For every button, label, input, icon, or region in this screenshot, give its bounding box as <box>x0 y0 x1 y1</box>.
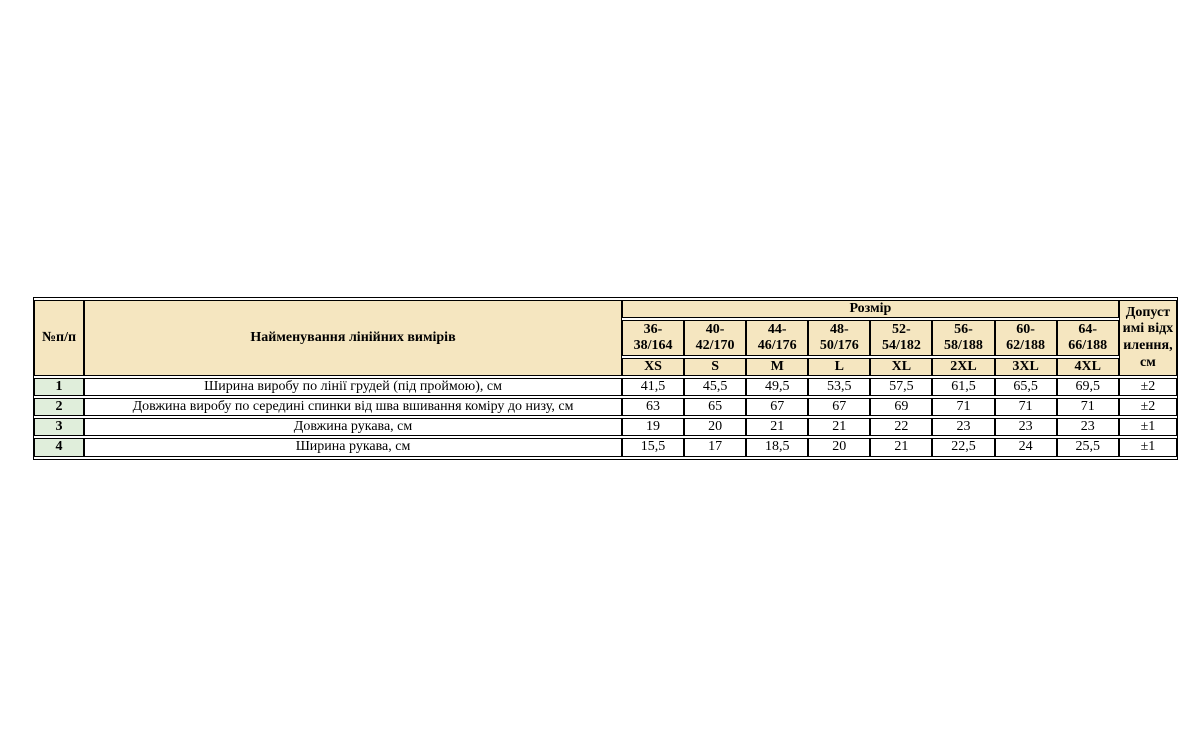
header-cell-size-range: 48-50/176 <box>808 320 870 356</box>
size-value-cell: 69 <box>870 398 932 416</box>
size-value-cell: 23 <box>1057 418 1119 436</box>
size-value-cell: 69,5 <box>1057 378 1119 396</box>
size-value-cell: 57,5 <box>870 378 932 396</box>
header-cell-size-letter: L <box>808 358 870 376</box>
header-cell-size-letter: S <box>684 358 746 376</box>
header-cell-size-range: 52-54/182 <box>870 320 932 356</box>
header-cell-size-letter: 3XL <box>995 358 1057 376</box>
size-value-cell: 67 <box>746 398 808 416</box>
size-value-cell: 22,5 <box>932 438 994 456</box>
header-cell-size-letter: XL <box>870 358 932 376</box>
table-row <box>34 398 1177 416</box>
header-cell-num: №п/п <box>34 300 84 376</box>
size-value-cell: 45,5 <box>684 378 746 396</box>
size-value-cell: 61,5 <box>932 378 994 396</box>
size-value-cell: 23 <box>932 418 994 436</box>
size-value-cell: 15,5 <box>622 438 684 456</box>
size-value-cell: 41,5 <box>622 378 684 396</box>
measurement-label-cell: Довжина виробу по середині спинки від шва вшивання коміру до низу, см <box>84 398 622 416</box>
header-cell-size-range: 36-38/164 <box>622 320 684 356</box>
size-value-cell: 21 <box>870 438 932 456</box>
table-row <box>34 418 1177 436</box>
row-number-cell: 3 <box>34 418 84 436</box>
header-cell-measurement-name: Найменування лінійних вимірів <box>84 300 622 376</box>
size-value-cell: 20 <box>684 418 746 436</box>
header-cell-size-range: 40-42/170 <box>684 320 746 356</box>
tolerance-value-cell: ±2 <box>1119 378 1177 396</box>
size-value-cell: 67 <box>808 398 870 416</box>
header-cell-size-letter: M <box>746 358 808 376</box>
row-number-cell: 2 <box>34 398 84 416</box>
size-value-cell: 71 <box>995 398 1057 416</box>
header-cell-size-group: Розмір <box>622 300 1119 318</box>
measurement-label-cell: Ширина рукава, см <box>84 438 622 456</box>
header-cell-size-letter: 4XL <box>1057 358 1119 376</box>
size-value-cell: 17 <box>684 438 746 456</box>
size-value-cell: 25,5 <box>1057 438 1119 456</box>
tolerance-value-cell: ±1 <box>1119 438 1177 456</box>
size-value-cell: 71 <box>1057 398 1119 416</box>
size-value-cell: 22 <box>870 418 932 436</box>
size-value-cell: 53,5 <box>808 378 870 396</box>
size-value-cell: 24 <box>995 438 1057 456</box>
tolerance-value-cell: ±2 <box>1119 398 1177 416</box>
table-row <box>34 438 1177 456</box>
header-cell-size-letter: 2XL <box>932 358 994 376</box>
size-value-cell: 19 <box>622 418 684 436</box>
size-chart-table <box>33 297 1178 460</box>
header-cell-tolerance: Допустимі відхилення, см <box>1119 300 1177 376</box>
measurement-label-cell: Ширина виробу по лінії грудей (під проймою), см <box>84 378 622 396</box>
size-value-cell: 18,5 <box>746 438 808 456</box>
size-value-cell: 23 <box>995 418 1057 436</box>
measurement-label-cell: Довжина рукава, см <box>84 418 622 436</box>
header-cell-size-range: 64-66/188 <box>1057 320 1119 356</box>
size-value-cell: 65 <box>684 398 746 416</box>
size-value-cell: 63 <box>622 398 684 416</box>
table-header-row-1 <box>34 300 1177 318</box>
header-cell-size-range: 44-46/176 <box>746 320 808 356</box>
row-number-cell: 1 <box>34 378 84 396</box>
row-number-cell: 4 <box>34 438 84 456</box>
tolerance-value-cell: ±1 <box>1119 418 1177 436</box>
size-value-cell: 21 <box>746 418 808 436</box>
size-value-cell: 71 <box>932 398 994 416</box>
size-value-cell: 65,5 <box>995 378 1057 396</box>
size-value-cell: 49,5 <box>746 378 808 396</box>
table-row <box>34 378 1177 396</box>
size-value-cell: 21 <box>808 418 870 436</box>
header-cell-size-range: 60-62/188 <box>995 320 1057 356</box>
header-cell-size-range: 56-58/188 <box>932 320 994 356</box>
size-value-cell: 20 <box>808 438 870 456</box>
header-cell-size-letter: XS <box>622 358 684 376</box>
